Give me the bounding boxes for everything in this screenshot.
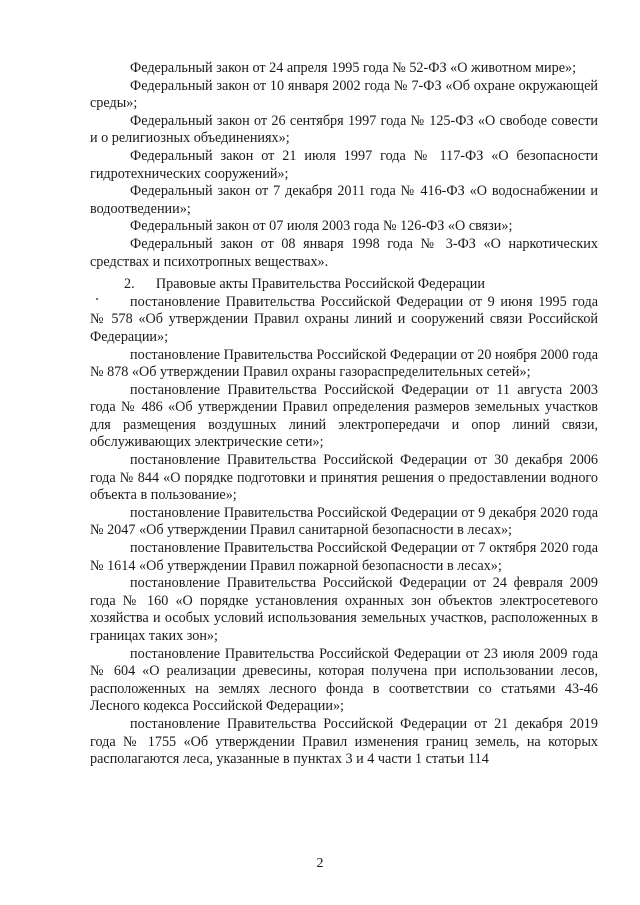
government-act-item: постановление Правительства Российской Федерации от 20 ноября 2000 года № 878 «Об утверждении Правил охраны газораспределительных сетей»;	[90, 346, 598, 381]
federal-law-item: Федеральный закон от 10 января 2002 года № 7-ФЗ «Об охране окружающей среды»;	[90, 77, 598, 112]
government-act-item: постановление Правительства Российской Федерации от 30 декабря 2006 года № 844 «О порядке подготовки и принятия решения о предоставлении водного объекта в пользование»;	[90, 452, 598, 504]
federal-law-item: Федеральный закон от 7 декабря 2011 года № 416-ФЗ «О водоснабжении и водоотведении»;	[90, 183, 598, 217]
government-act-item: постановление Правительства Российской Федерации от 24 февраля 2009 года № 160 «О порядке установления охранных зон объектов электросетевого хозяйства и особых условий использования земельных участков, расположенных в границах таких зон»;	[90, 575, 598, 644]
federal-law-item: Федеральный закон от 21 июля 1997 года № 117-ФЗ «О безопасности гидротехнических сооружений»;	[90, 147, 598, 182]
section-heading	[90, 276, 598, 294]
federal-law-item: Федеральный закон от 07 июля 2003 года № 126-ФЗ «О связи»;	[130, 218, 513, 235]
government-act-item: постановление Правительства Российской Федерации от 7 октября 2020 года № 1614 «Об утверждении Правил пожарной безопасности в лесах»;	[90, 540, 598, 574]
scan-speck	[96, 298, 98, 300]
document-body	[90, 60, 598, 769]
page-number: 2	[316, 856, 324, 871]
section-title: Правовые акты Правительства Российской Федерации	[155, 276, 485, 293]
government-act-item: постановление Правительства Российской Федерации от 21 декабря 2019 года № 1755 «Об утверждении Правил изменения границ земель, на которых располагаются леса, указанные в пунктах 3 и 4 части 1 статьи 114	[90, 715, 598, 768]
government-act-item: постановление Правительства Российской Федерации от 9 декабря 2020 года № 2047 «Об утверждении Правил санитарной безопасности в лесах»;	[90, 504, 598, 539]
section-number: 2.	[124, 276, 135, 293]
government-act-item: постановление Правительства Российской Федерации от 9 июня 1995 года № 578 «Об утверждении Правил охраны линий и сооружений связи Российской Федерации»;	[90, 293, 598, 345]
federal-law-item: Федеральный закон от 08 января 1998 года № 3-ФЗ «О наркотических средствах и психотропных веществах».	[90, 235, 598, 270]
federal-law-item: Федеральный закон от 24 апреля 1995 года № 52-ФЗ «О животном мире»;	[130, 60, 577, 76]
government-act-item: постановление Правительства Российской Федерации от 11 августа 2003 года № 486 «Об утверждении Правил определения размеров земельных участков для размещения воздушных линий электропередачи и опор линий связи, обслуживающих электрические сети»;	[90, 381, 598, 451]
government-act-item: постановление Правительства Российской Федерации от 23 июля 2009 года № 604 «О реализации древесины, которая получена при использовании лесов, расположенных на землях лесного фонда в соответствии со статьями 43-46 Лесного кодекса Российской Федерации»;	[90, 645, 598, 715]
federal-law-item: Федеральный закон от 26 сентября 1997 года № 125-ФЗ «О свободе совести и о религиозных объединениях»;	[90, 112, 598, 147]
